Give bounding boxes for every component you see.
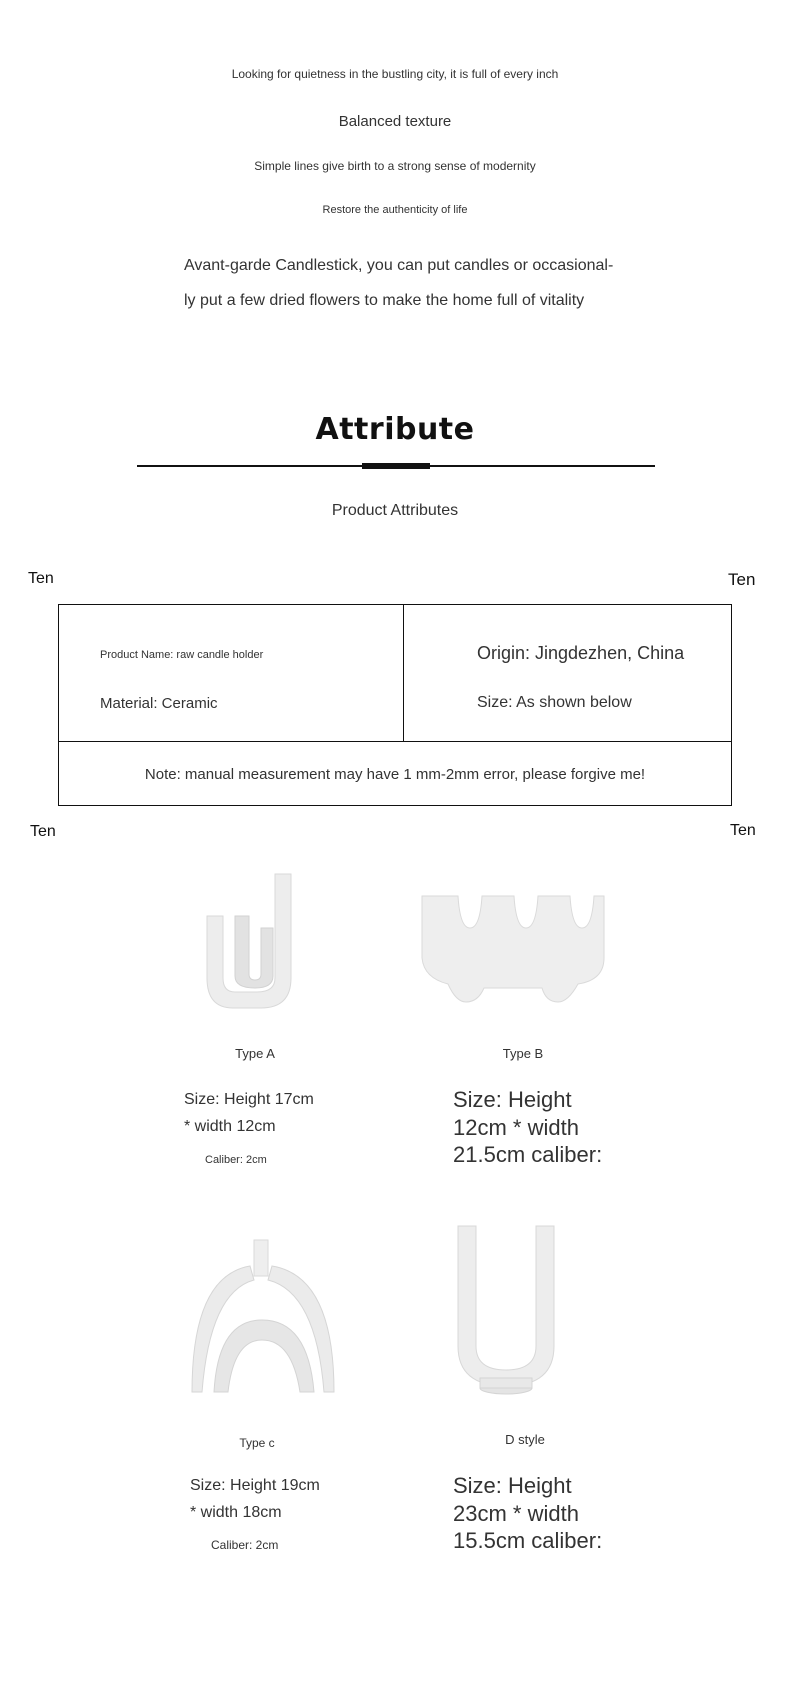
- table-horizontal-divider: [59, 741, 731, 742]
- type-d-size-line-1: Size: Height: [453, 1473, 572, 1498]
- size-note: Size: As shown below: [477, 694, 632, 711]
- ten-label-top-right: Ten: [728, 570, 756, 589]
- table-vertical-divider: [403, 605, 404, 741]
- type-a-caliber: Caliber: 2cm: [205, 1154, 267, 1166]
- type-c-size-line-1: Size: Height 19cm: [190, 1477, 320, 1494]
- type-d-size-line-3: 15.5cm caliber:: [453, 1528, 603, 1553]
- ten-label-top-left: Ten: [28, 570, 54, 587]
- divider-accent: [362, 463, 430, 469]
- type-c-caliber: Caliber: 2cm: [211, 1538, 279, 1552]
- type-d-size-line-2: 23cm * width: [453, 1501, 579, 1526]
- material: Material: Ceramic: [100, 695, 218, 712]
- arch-candlestick-image: [188, 1236, 338, 1396]
- intro-paragraph-2: ly put a few dried flowers to make the home full of vitality: [184, 292, 585, 309]
- type-c-label: Type c: [239, 1436, 275, 1450]
- intro-paragraph-1: Avant-garde Candlestick, you can put candles or occasional-: [184, 257, 614, 274]
- type-a-size-line-1: Size: Height 17cm: [184, 1091, 314, 1108]
- measurement-note: Note: manual measurement may have 1 mm-2mm error, please forgive me!: [144, 766, 646, 783]
- type-b-size-line-3: 21.5cm caliber:: [453, 1142, 603, 1167]
- type-c-size-line-2: * width 18cm: [190, 1504, 282, 1521]
- type-a-label: Type A: [235, 1046, 275, 1061]
- type-b-size-line-1: Size: Height: [453, 1087, 572, 1112]
- intro-line-3: Simple lines give birth to a strong sense of modernity: [254, 159, 536, 173]
- attribute-subtitle: Product Attributes: [331, 502, 459, 519]
- attribute-table: [58, 604, 732, 806]
- product-name: Product Name: raw candle holder: [100, 649, 264, 661]
- intro-line-1: Looking for quietness in the bustling city, it is full of every inch: [231, 67, 559, 81]
- origin: Origin: Jingdezhen, China: [477, 643, 685, 663]
- u-shape-candlestick-image: [195, 868, 315, 1018]
- triple-cup-candlestick-image: [418, 888, 608, 1018]
- intro-line-4: Restore the authenticity of life: [322, 204, 468, 216]
- type-b-size-line-2: 12cm * width: [453, 1115, 579, 1140]
- attribute-title: Attribute: [315, 412, 475, 447]
- type-d-label: D style: [505, 1432, 545, 1447]
- type-b-label: Type B: [502, 1046, 544, 1061]
- ten-label-bottom-left: Ten: [30, 823, 56, 840]
- u-tube-candlestick-image: [452, 1222, 582, 1402]
- type-a-size-line-2: * width 12cm: [184, 1118, 276, 1135]
- intro-line-2: Balanced texture: [338, 113, 452, 130]
- ten-label-bottom-right: Ten: [730, 822, 756, 839]
